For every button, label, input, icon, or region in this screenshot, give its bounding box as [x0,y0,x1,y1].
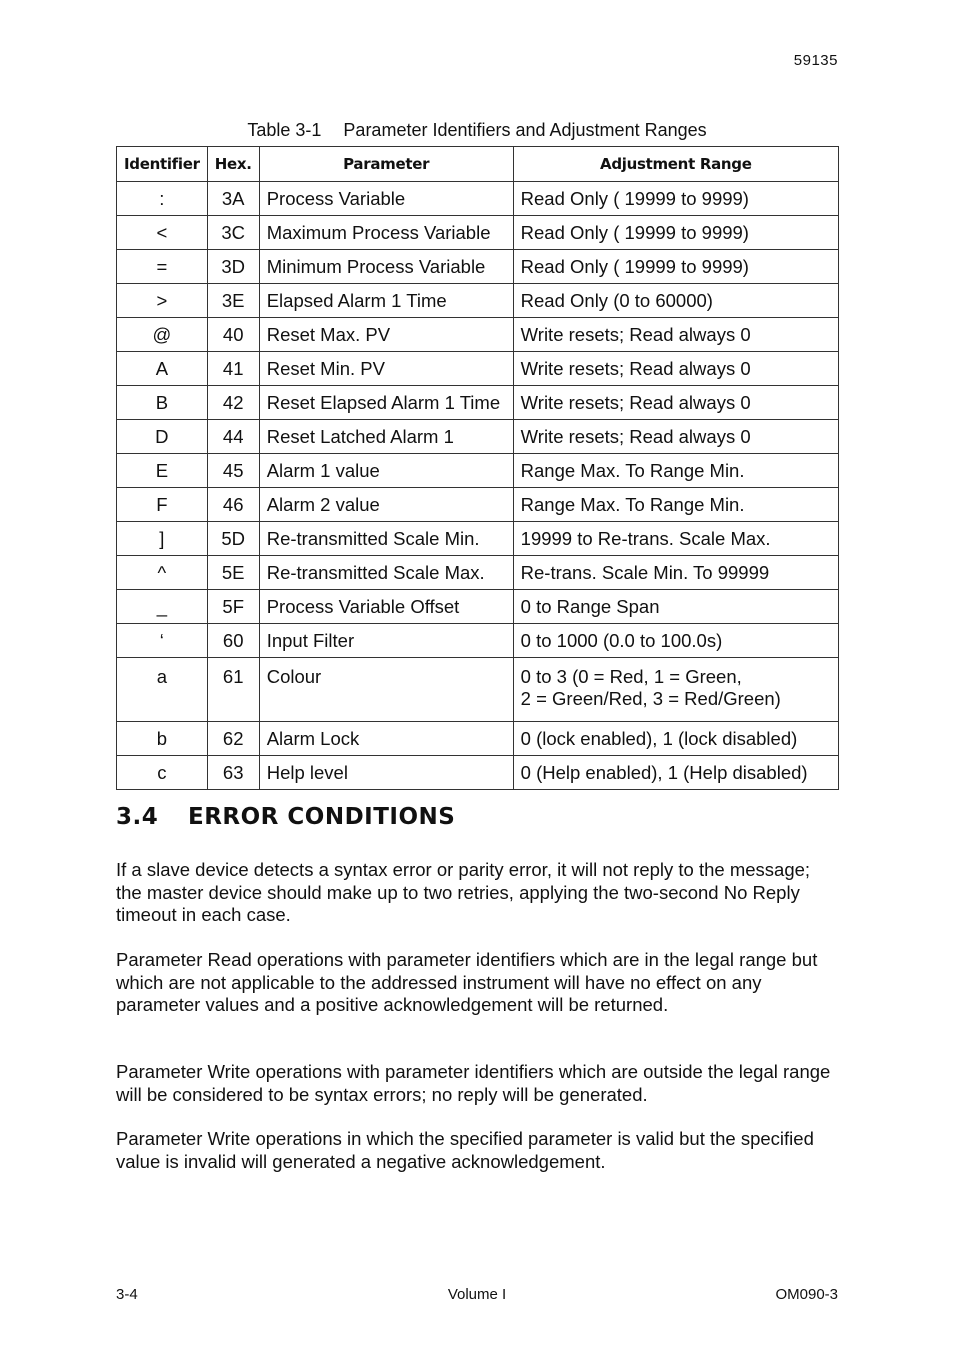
cell-hex: 42 [207,386,259,420]
table-row [117,182,839,216]
document-number: 59135 [793,52,838,69]
cell-adjustment-range: 0 to Range Span [513,590,838,624]
column-header-parameter: Parameter [259,147,513,182]
cell-adjustment-range: Write resets; Read always 0 [513,420,838,454]
cell-parameter: Process Variable Offset [259,590,513,624]
cell-identifier: = [117,250,208,284]
paragraph-write-outside-range: Parameter Write operations with parameter identifiers which are outside the legal range will be considered to be syntax errors; no reply will be generated. [116,1061,831,1105]
cell-hex: 3C [207,216,259,250]
cell-parameter: Input Filter [259,624,513,658]
cell-hex: 62 [207,722,259,756]
table-row [117,488,839,522]
table-row [117,216,839,250]
cell-adjustment-range: Write resets; Read always 0 [513,386,838,420]
cell-parameter: Reset Latched Alarm 1 [259,420,513,454]
cell-identifier: E [117,454,208,488]
cell-parameter: Reset Max. PV [259,318,513,352]
paragraph-syntax-error: If a slave device detects a syntax error or parity error, it will not reply to the message; the master device should make up to two retries, applying the two-second No Reply timeout in each case. [116,859,811,925]
table-row [117,454,839,488]
cell-hex: 5D [207,522,259,556]
table-row [117,352,839,386]
cell-hex: 46 [207,488,259,522]
cell-identifier: a [117,658,208,722]
table-row [117,250,839,284]
cell-adjustment-range: Read Only ( 19999 to 9999) [513,250,838,284]
cell-identifier: ‘ [117,624,208,658]
cell-adjustment-range: Re-trans. Scale Min. To 99999 [513,556,838,590]
footer-volume: Volume I [447,1286,507,1303]
cell-adjustment-range: 0 (lock enabled), 1 (lock disabled) [513,722,838,756]
cell-identifier: B [117,386,208,420]
cell-hex: 3D [207,250,259,284]
table-row [117,756,839,790]
cell-parameter: Reset Min. PV [259,352,513,386]
table-row [117,318,839,352]
table-caption [0,120,954,141]
cell-adjustment-range: Range Max. To Range Min. [513,488,838,522]
table-row [117,658,839,722]
cell-hex: 3E [207,284,259,318]
paragraph-read-operations: Parameter Read operations with parameter identifiers which are in the legal range but which are not applicable to the addressed instrument will have no effect on any parameter values and a positive acknowledgement will be returned. [116,949,818,1015]
cell-adjustment-range: Read Only (0 to 60000) [513,284,838,318]
cell-parameter: Alarm Lock [259,722,513,756]
cell-identifier: b [117,722,208,756]
cell-adjustment-range: Read Only ( 19999 to 9999) [513,216,838,250]
cell-hex: 45 [207,454,259,488]
table-row [117,590,839,624]
column-header-hex: Hex. [207,147,259,182]
table-caption-title: Parameter Identifiers and Adjustment Ranges [343,120,707,140]
cell-hex: 40 [207,318,259,352]
cell-parameter: Alarm 2 value [259,488,513,522]
cell-hex: 5E [207,556,259,590]
table-row [117,522,839,556]
cell-parameter: Re-transmitted Scale Min. [259,522,513,556]
paragraph-write-invalid-value: Parameter Write operations in which the specified parameter is valid but the specified value is invalid will generated a negative acknowledgement. [116,1128,814,1172]
cell-adjustment-range: 0 to 1000 (0.0 to 100.0s) [513,624,838,658]
cell-hex: 63 [207,756,259,790]
cell-identifier: ^ [117,556,208,590]
section-title: ERROR CONDITIONS [188,804,456,830]
cell-adjustment-range: 0 (Help enabled), 1 (Help disabled) [513,756,838,790]
table-body [117,182,839,790]
cell-identifier: @ [117,318,208,352]
cell-parameter: Minimum Process Variable [259,250,513,284]
cell-identifier: ] [117,522,208,556]
cell-parameter: Alarm 1 value [259,454,513,488]
cell-adjustment-range: Write resets; Read always 0 [513,352,838,386]
table-row [117,386,839,420]
table-row [117,556,839,590]
cell-adjustment-range: Read Only ( 19999 to 9999) [513,182,838,216]
cell-parameter: Process Variable [259,182,513,216]
parameter-table [116,146,839,790]
table-row [117,284,839,318]
cell-identifier: _ [117,590,208,624]
cell-hex: 3A [207,182,259,216]
cell-identifier: A [117,352,208,386]
cell-hex: 60 [207,624,259,658]
section-number: 3.4 [116,804,159,830]
cell-identifier: > [117,284,208,318]
cell-adjustment-range: Range Max. To Range Min. [513,454,838,488]
cell-parameter: Elapsed Alarm 1 Time [259,284,513,318]
footer-page-number: 3-4 [116,1286,138,1303]
cell-parameter: Colour [259,658,513,722]
cell-parameter: Reset Elapsed Alarm 1 Time [259,386,513,420]
table-caption-label: Table 3-1 [247,120,322,140]
column-header-adjustment-range: Adjustment Range [513,147,838,182]
cell-hex: 61 [207,658,259,722]
footer-doc-code: OM090-3 [775,1286,838,1303]
column-header-identifier: Identifier [117,147,208,182]
cell-hex: 44 [207,420,259,454]
cell-parameter: Maximum Process Variable [259,216,513,250]
cell-parameter: Re-transmitted Scale Max. [259,556,513,590]
cell-adjustment-range: 19999 to Re-trans. Scale Max. [513,522,838,556]
cell-adjustment-range: Write resets; Read always 0 [513,318,838,352]
cell-identifier: c [117,756,208,790]
cell-hex: 5F [207,590,259,624]
section-heading [116,804,455,830]
cell-identifier: < [117,216,208,250]
table-row [117,722,839,756]
cell-identifier: : [117,182,208,216]
cell-identifier: D [117,420,208,454]
cell-identifier: F [117,488,208,522]
cell-hex: 41 [207,352,259,386]
cell-adjustment-range: 0 to 3 (0 = Red, 1 = Green, 2 = Green/Red, 3 = Red/Green) [513,658,838,722]
cell-parameter: Help level [259,756,513,790]
table-row [117,420,839,454]
table-header-row [117,147,839,182]
table-row [117,624,839,658]
